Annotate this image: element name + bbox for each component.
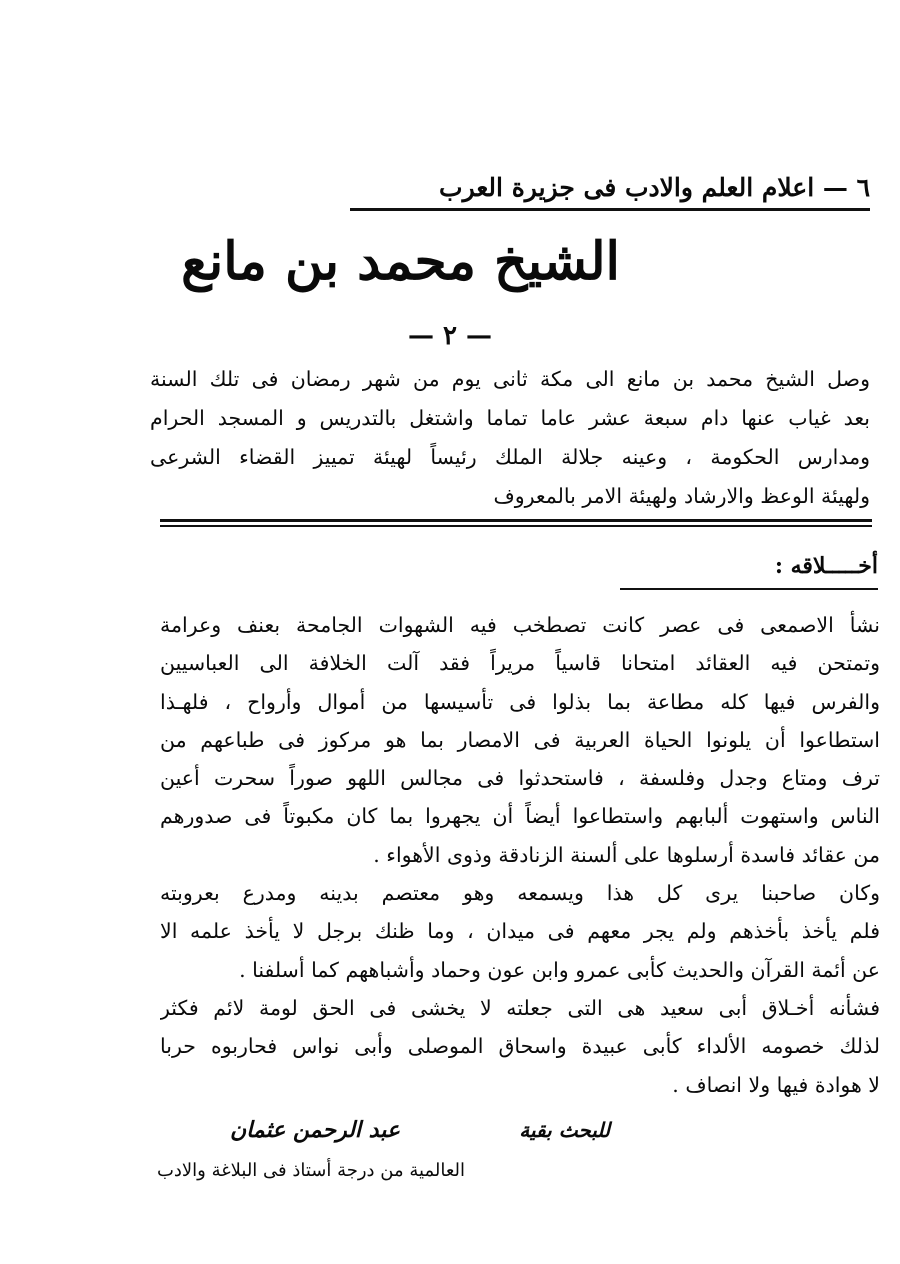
intro-paragraph xyxy=(150,360,870,516)
intro-line: بعد غياب عنها دام سبعة عشر عاما تماما واشتغل بالتدريس و المسجد الحرام xyxy=(150,406,870,430)
author-signature xyxy=(156,1112,465,1188)
body-line: وكان صاحبنا يرى كل هذا ويسمعه وهو معتصم بدينه ومدرع بعروبته xyxy=(160,881,880,906)
article-title: الشيخ محمد بن مانع xyxy=(181,231,620,292)
section-heading-underline xyxy=(620,588,878,590)
divider-rule-bottom xyxy=(160,525,872,527)
continued-label: للبحث بقية xyxy=(519,1118,610,1142)
part-number: — ٢ — xyxy=(407,321,493,351)
body-line: فلم يأخذ بأخذهم ولم يجر معهم فى ميدان ، وما ظنك برجل لا يأخذ علمه الا xyxy=(160,919,880,944)
body-line: نشأ الاصمعى فى عصر كانت تصطخب فيه الشهوات الجامحة بعنف وعرامة xyxy=(160,613,880,637)
body-line: وتمتحن فيه العقائد امتحانا قاسياً مريراً فقد آلت الخلافة الى العباسيين xyxy=(160,651,880,676)
divider-rule-top xyxy=(160,519,872,522)
body-paragraphs xyxy=(160,606,880,1104)
body-line: لذلك خصومه الألداء كأبى عبيدة واسحاق الموصلى وأبى نواس فحاربوه حربا xyxy=(160,1034,880,1059)
intro-line: وصل الشيخ محمد بن مانع الى مكة ثانى يوم من شهر رمضان فى تلك السنة xyxy=(150,367,870,391)
body-line: من عقائد فاسدة أرسلوها على ألسنة الزنادقة وذوى الأهواء . xyxy=(373,842,880,867)
intro-line: ومدارس الحكومة ، وعينه جلالة الملك رئيساً لهيئة تمييز القضاء الشرعى xyxy=(150,445,870,469)
body-line: الناس واستهوت ألبابهم واستطاعوا أيضاً أن يجهروا بما كان مكبوتاً فى صدورهم xyxy=(160,804,880,829)
section-heading: أخـــــلاقه : xyxy=(774,553,878,579)
author-name: عبد الرحمن عثمان xyxy=(230,1117,400,1143)
body-line: فشأنه أخـلاق أبى سعيد هى التى جعلته لا يخشى فى الحق لومة لائم فكثر xyxy=(160,995,880,1020)
series-header: ٦ — اعلام العلم والادب فى جزيرة العرب xyxy=(350,168,870,211)
body-line: عن أئمة القرآن والحديث كأبى عمرو وابن عون وحماد وأشباههم كما أسلفنا . xyxy=(239,957,880,982)
section-divider xyxy=(160,519,872,529)
body-line: لا هوادة فيها ولا انصاف . xyxy=(672,1072,880,1097)
intro-line: ولهيئة الوعظ والارشاد ولهيئة الامر بالمعروف xyxy=(493,484,870,508)
body-line: والفرس فيها كله مطاعة بما بذلوا فى تأسيسها من أموال وأرواح ، فلهـذا xyxy=(160,689,880,714)
body-line: ترف ومتاع وجدل وفلسفة ، فاستحدثوا فى مجالس اللهو صوراً سحرت أعين xyxy=(160,766,880,791)
body-line: استطاعوا أن يلونوا الحياة العربية فى الامصار بما هو مركوز فى طباعهم من xyxy=(160,727,880,752)
author-title: العالمية من درجة أستاذ فى البلاغة والادب xyxy=(156,1160,465,1181)
